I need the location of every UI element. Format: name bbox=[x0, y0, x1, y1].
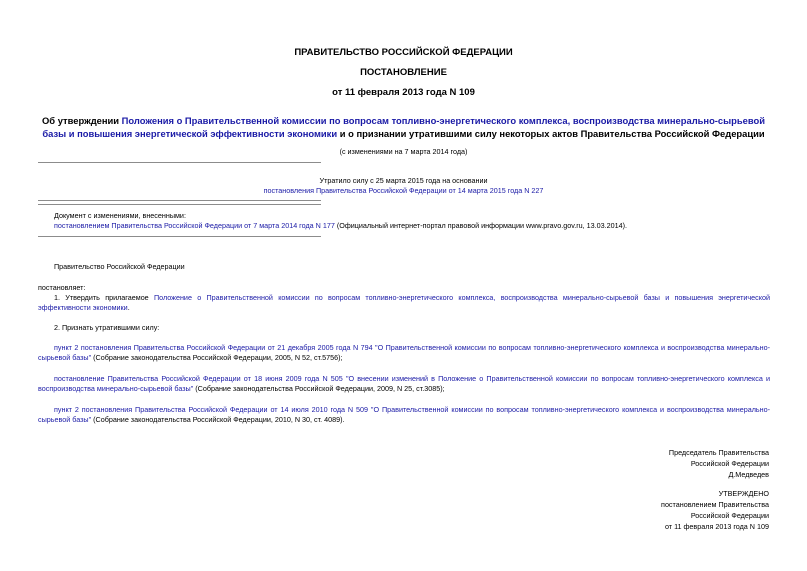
repealed-item-source: (Собрание законодательства Российской Федерации, 2009, N 25, ст.3085); bbox=[193, 384, 445, 393]
government-heading: ПРАВИТЕЛЬСТВО РОССИЙСКОЙ ФЕДЕРАЦИИ bbox=[294, 47, 513, 58]
title-regulation-link[interactable]: Положения о Правительственной комиссии по вопросам топливно-энергетического комплекса, воспроизводства минерально-сырьевой базы и повышения энергетической эффективности экономики bbox=[42, 115, 765, 139]
body-decides: постановляет: bbox=[38, 283, 86, 292]
amended-line bbox=[54, 221, 627, 231]
body-government: Правительство Российской Федерации bbox=[54, 262, 185, 271]
p1-suffix: . bbox=[127, 303, 130, 312]
repealed-item-3 bbox=[38, 405, 770, 425]
divider bbox=[38, 162, 321, 163]
approval-date: от 11 февраля 2013 года N 109 bbox=[664, 522, 769, 531]
doc-date-number: от 11 февраля 2013 года N 109 bbox=[332, 87, 475, 98]
repealed-item-source: (Собрание законодательства Российской Федерации, 2010, N 30, ст. 4089). bbox=[91, 415, 345, 424]
signature-org: Российской Федерации bbox=[690, 459, 769, 468]
repealed-item-link[interactable]: пункт 2 постановления Правительства Российской Федерации от 21 декабря 2005 года N 794 "О Правительственной комиссии по вопросам топливно-энергетического комплекса и воспроизводства минерально-сырьевой базы" bbox=[38, 343, 770, 362]
repealed-item-link[interactable]: постановление Правительства Российской Федерации от 18 июня 2009 года N 505 "О внесении изменений в Положение о Правительственной комиссии по вопросам топливно-энергетического комплекса и воспроизводства минерально-сырьевой базы" bbox=[38, 374, 770, 393]
divider bbox=[38, 236, 321, 237]
p1-prefix: 1. Утвердить прилагаемое bbox=[54, 293, 154, 302]
repealed-item-1 bbox=[38, 343, 770, 363]
signature-name: Д.Медведев bbox=[728, 470, 769, 479]
repealed-item-source: (Собрание законодательства Российской Федерации, 2005, N 52, ст.5756); bbox=[91, 353, 343, 362]
doc-type-heading: ПОСТАНОВЛЕНИЕ bbox=[360, 67, 447, 78]
amended-link[interactable]: постановлением Правительства Российской Федерации от 7 марта 2014 года N 177 bbox=[54, 221, 335, 230]
lost-force-text: Утратило силу с 25 марта 2015 года на основании bbox=[319, 176, 488, 185]
title-prefix: Об утверждении bbox=[42, 115, 122, 126]
paragraph-1 bbox=[38, 293, 770, 313]
lost-force-link[interactable]: постановления Правительства Российской Федерации от 14 марта 2015 года N 227 bbox=[263, 186, 544, 195]
amended-label: Документ с изменениями, внесенными: bbox=[54, 211, 186, 220]
paragraph-2: 2. Признать утратившими силу: bbox=[54, 323, 160, 332]
changes-note: (с изменениями на 7 марта 2014 года) bbox=[339, 147, 468, 156]
repealed-item-2 bbox=[38, 374, 770, 394]
signature-title: Председатель Правительства bbox=[668, 448, 769, 457]
approval-by: постановлением Правительства bbox=[661, 500, 769, 509]
repealed-item-link[interactable]: пункт 2 постановления Правительства Российской Федерации от 14 июля 2010 года N 509 "О Правительственной комиссии по вопросам топливно-энергетического комплекса и воспроизводства минерально-сырьевой базы" bbox=[38, 405, 770, 424]
amended-source: (Официальный интернет-портал правовой информации www.pravo.gov.ru, 13.03.2014). bbox=[334, 221, 628, 230]
signature-block bbox=[669, 447, 769, 480]
divider bbox=[38, 204, 321, 205]
divider bbox=[38, 200, 321, 201]
p1-regulation-link[interactable]: Положение о Правительственной комиссии по вопросам топливно-энергетического комплекса, воспроизводства минерально-сырьевой базы и повышения энергетической эффективности экономики bbox=[38, 293, 770, 312]
document-title bbox=[36, 114, 771, 140]
approval-block bbox=[661, 488, 769, 532]
title-suffix: и о признании утратившими силу некоторых актов Правительства Российской Федерации bbox=[337, 128, 765, 139]
approval-heading: УТВЕРЖДЕНО bbox=[718, 489, 769, 498]
approval-org: Российской Федерации bbox=[690, 511, 769, 520]
